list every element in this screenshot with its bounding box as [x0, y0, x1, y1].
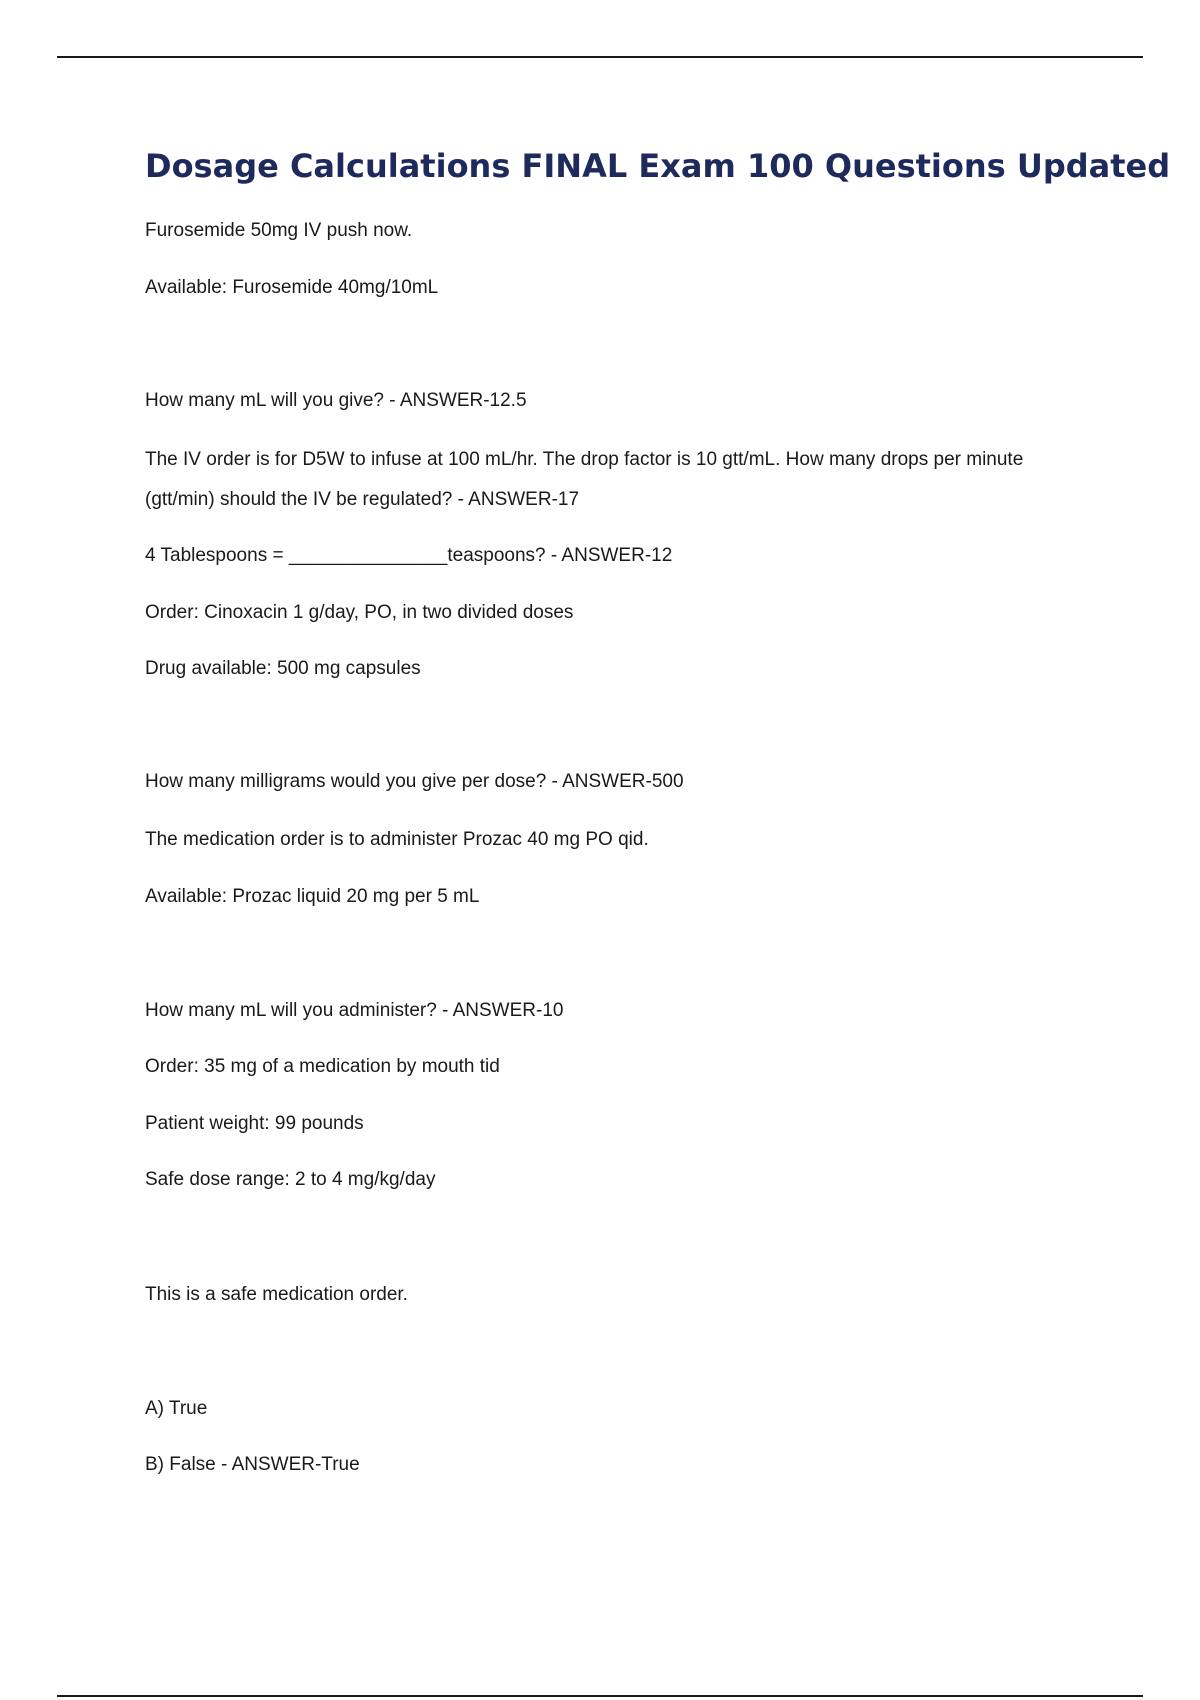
question-line: Drug available: 500 mg capsules: [145, 658, 421, 679]
question-line: Order: Cinoxacin 1 g/day, PO, in two divided doses: [145, 602, 574, 623]
question-answer-line: How many mL will you administer? - ANSWER-10: [145, 1000, 564, 1021]
question-line: Safe dose range: 2 to 4 mg/kg/day: [145, 1169, 436, 1190]
question-answer-line: The IV order is for D5W to infuse at 100 mL/hr. The drop factor is 10 gtt/mL. How many drops per minute (gtt/min) should the IV be regulated? - ANSWER-17: [145, 449, 1024, 510]
bottom-rule: [57, 1695, 1143, 1697]
answer-option: A) True: [145, 1398, 208, 1419]
question-line: Patient weight: 99 pounds: [145, 1113, 364, 1134]
question-answer-line: How many mL will you give? - ANSWER-12.5: [145, 390, 527, 411]
question-answer-line: How many milligrams would you give per dose? - ANSWER-500: [145, 771, 684, 792]
question-line: Available: Prozac liquid 20 mg per 5 mL: [145, 886, 480, 907]
question-line: Order: 35 mg of a medication by mouth tid: [145, 1056, 500, 1077]
question-line: Furosemide 50mg IV push now.: [145, 220, 413, 241]
top-rule: [57, 56, 1143, 58]
answer-option: B) False - ANSWER-True: [145, 1454, 360, 1475]
question-answer-line: 4 Tablespoons = _______________teaspoons? - ANSWER-12: [145, 545, 673, 566]
question-line: Available: Furosemide 40mg/10mL: [145, 277, 439, 298]
question-line: This is a safe medication order.: [145, 1284, 408, 1305]
question-line: The medication order is to administer Prozac 40 mg PO qid.: [145, 829, 649, 850]
page-title: Dosage Calculations FINAL Exam 100 Questions Updated: [145, 147, 1171, 185]
